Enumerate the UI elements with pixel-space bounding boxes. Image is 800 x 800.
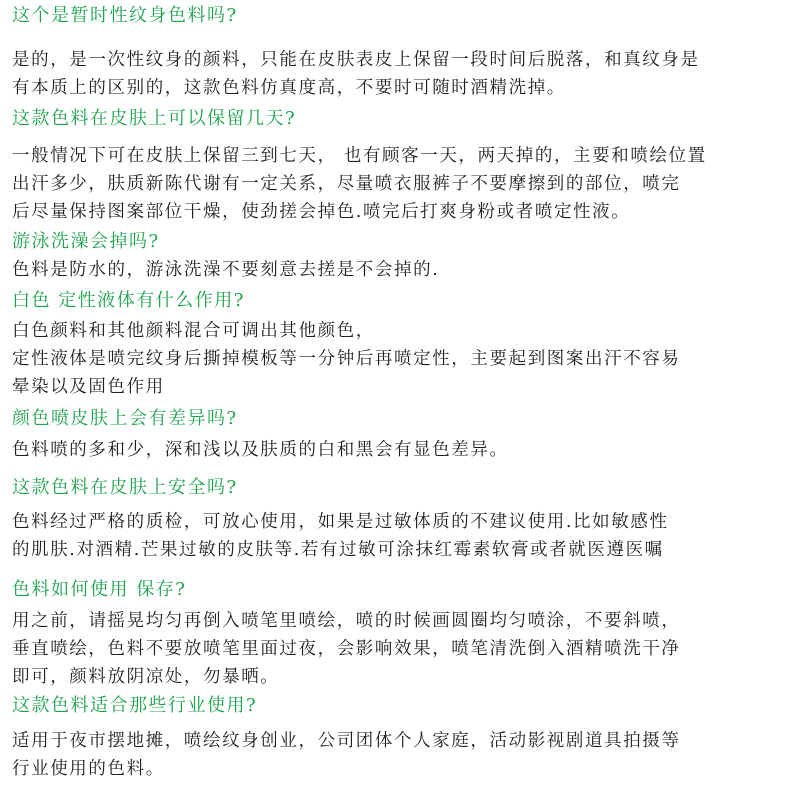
answer-line: 垂直喷绘，色料不要放喷笔里面过夜，会影响效果，喷笔清洗倒入酒精喷洗干净: [12, 639, 681, 659]
answer-line: 有本质上的区别的，这款色料仿真度高，不要时可随时酒精洗掉。: [12, 78, 566, 98]
answer-line: 是的，是一次性纹身的颜料，只能在皮肤表皮上保留一段时间后脱落，和真纹身是: [12, 50, 700, 70]
answer-line: 的肌肤.对酒精.芒果过敏的皮肤等.若有过敏可涂抹红霉素软膏或者就医遵医嘱: [12, 540, 664, 560]
faq-question-7: 色料如何使用 保存?: [12, 579, 187, 600]
faq-answer-7: [12, 607, 681, 691]
faq-answer-8: [12, 727, 681, 783]
answer-line: 即可，颜料放阴凉处，勿暴晒。: [12, 667, 280, 687]
faq-question-4: 白色 定性液体有什么作用?: [12, 290, 245, 311]
answer-line: 行业使用的色料。: [12, 759, 165, 779]
faq-answer-2: [12, 142, 707, 226]
faq-question-3: 游泳洗澡会掉吗?: [12, 231, 160, 252]
faq-answer-3: [12, 256, 439, 284]
faq-question-5: 颜色喷皮肤上会有差异吗?: [12, 408, 238, 429]
faq-question-2: 这款色料在皮肤上可以保留几天?: [12, 108, 297, 129]
answer-line: 用之前，请摇晃均匀再倒入喷笔里喷绘，喷的时候画圆圈均匀喷涂，不要斜喷，: [12, 611, 681, 631]
faq-answer-1: [12, 46, 700, 102]
answer-line: 适用于夜市摆地摊，喷绘纹身创业，公司团体个人家庭，活动影视剧道具拍摄等: [12, 731, 681, 751]
answer-line: 出汗多少，肤质新陈代谢有一定关系，尽量喷衣服裤子不要摩擦到的部位，喷完: [12, 174, 681, 194]
faq-question-8: 这款色料适合那些行业使用?: [12, 695, 258, 716]
answer-line: 定性液体是喷完纹身后撕掉模板等一分钟后再喷定性，主要起到图案出汗不容易: [12, 349, 681, 369]
answer-line: 色料经过严格的质检，可放心使用，如果是过敏体质的不建议使用.比如敏感性: [12, 512, 669, 532]
faq-question-1: 这个是暂时性纹身色料吗?: [12, 5, 238, 26]
answer-line: 白色颜料和其他颜料混合可调出其他颜色，: [12, 321, 375, 341]
faq-answer-5: [12, 436, 509, 464]
answer-line: 色料喷的多和少，深和浅以及肤质的白和黑会有显色差异。: [12, 440, 509, 460]
faq-answer-4: [12, 317, 681, 401]
answer-line: 一般情况下可在皮肤上保留三到七天， 也有顾客一天，两天掉的，主要和喷绘位置: [12, 146, 707, 166]
faq-answer-6: [12, 508, 669, 564]
answer-line: 后尽量保持图案部位干燥，使劲搓会掉色.喷完后打爽身粉或者喷定性液。: [12, 202, 631, 222]
answer-line: 晕染以及固色作用: [12, 377, 165, 397]
faq-question-6: 这款色料在皮肤上安全吗?: [12, 477, 238, 498]
answer-line: 色料是防水的，游泳洗澡不要刻意去搓是不会掉的.: [12, 260, 440, 280]
